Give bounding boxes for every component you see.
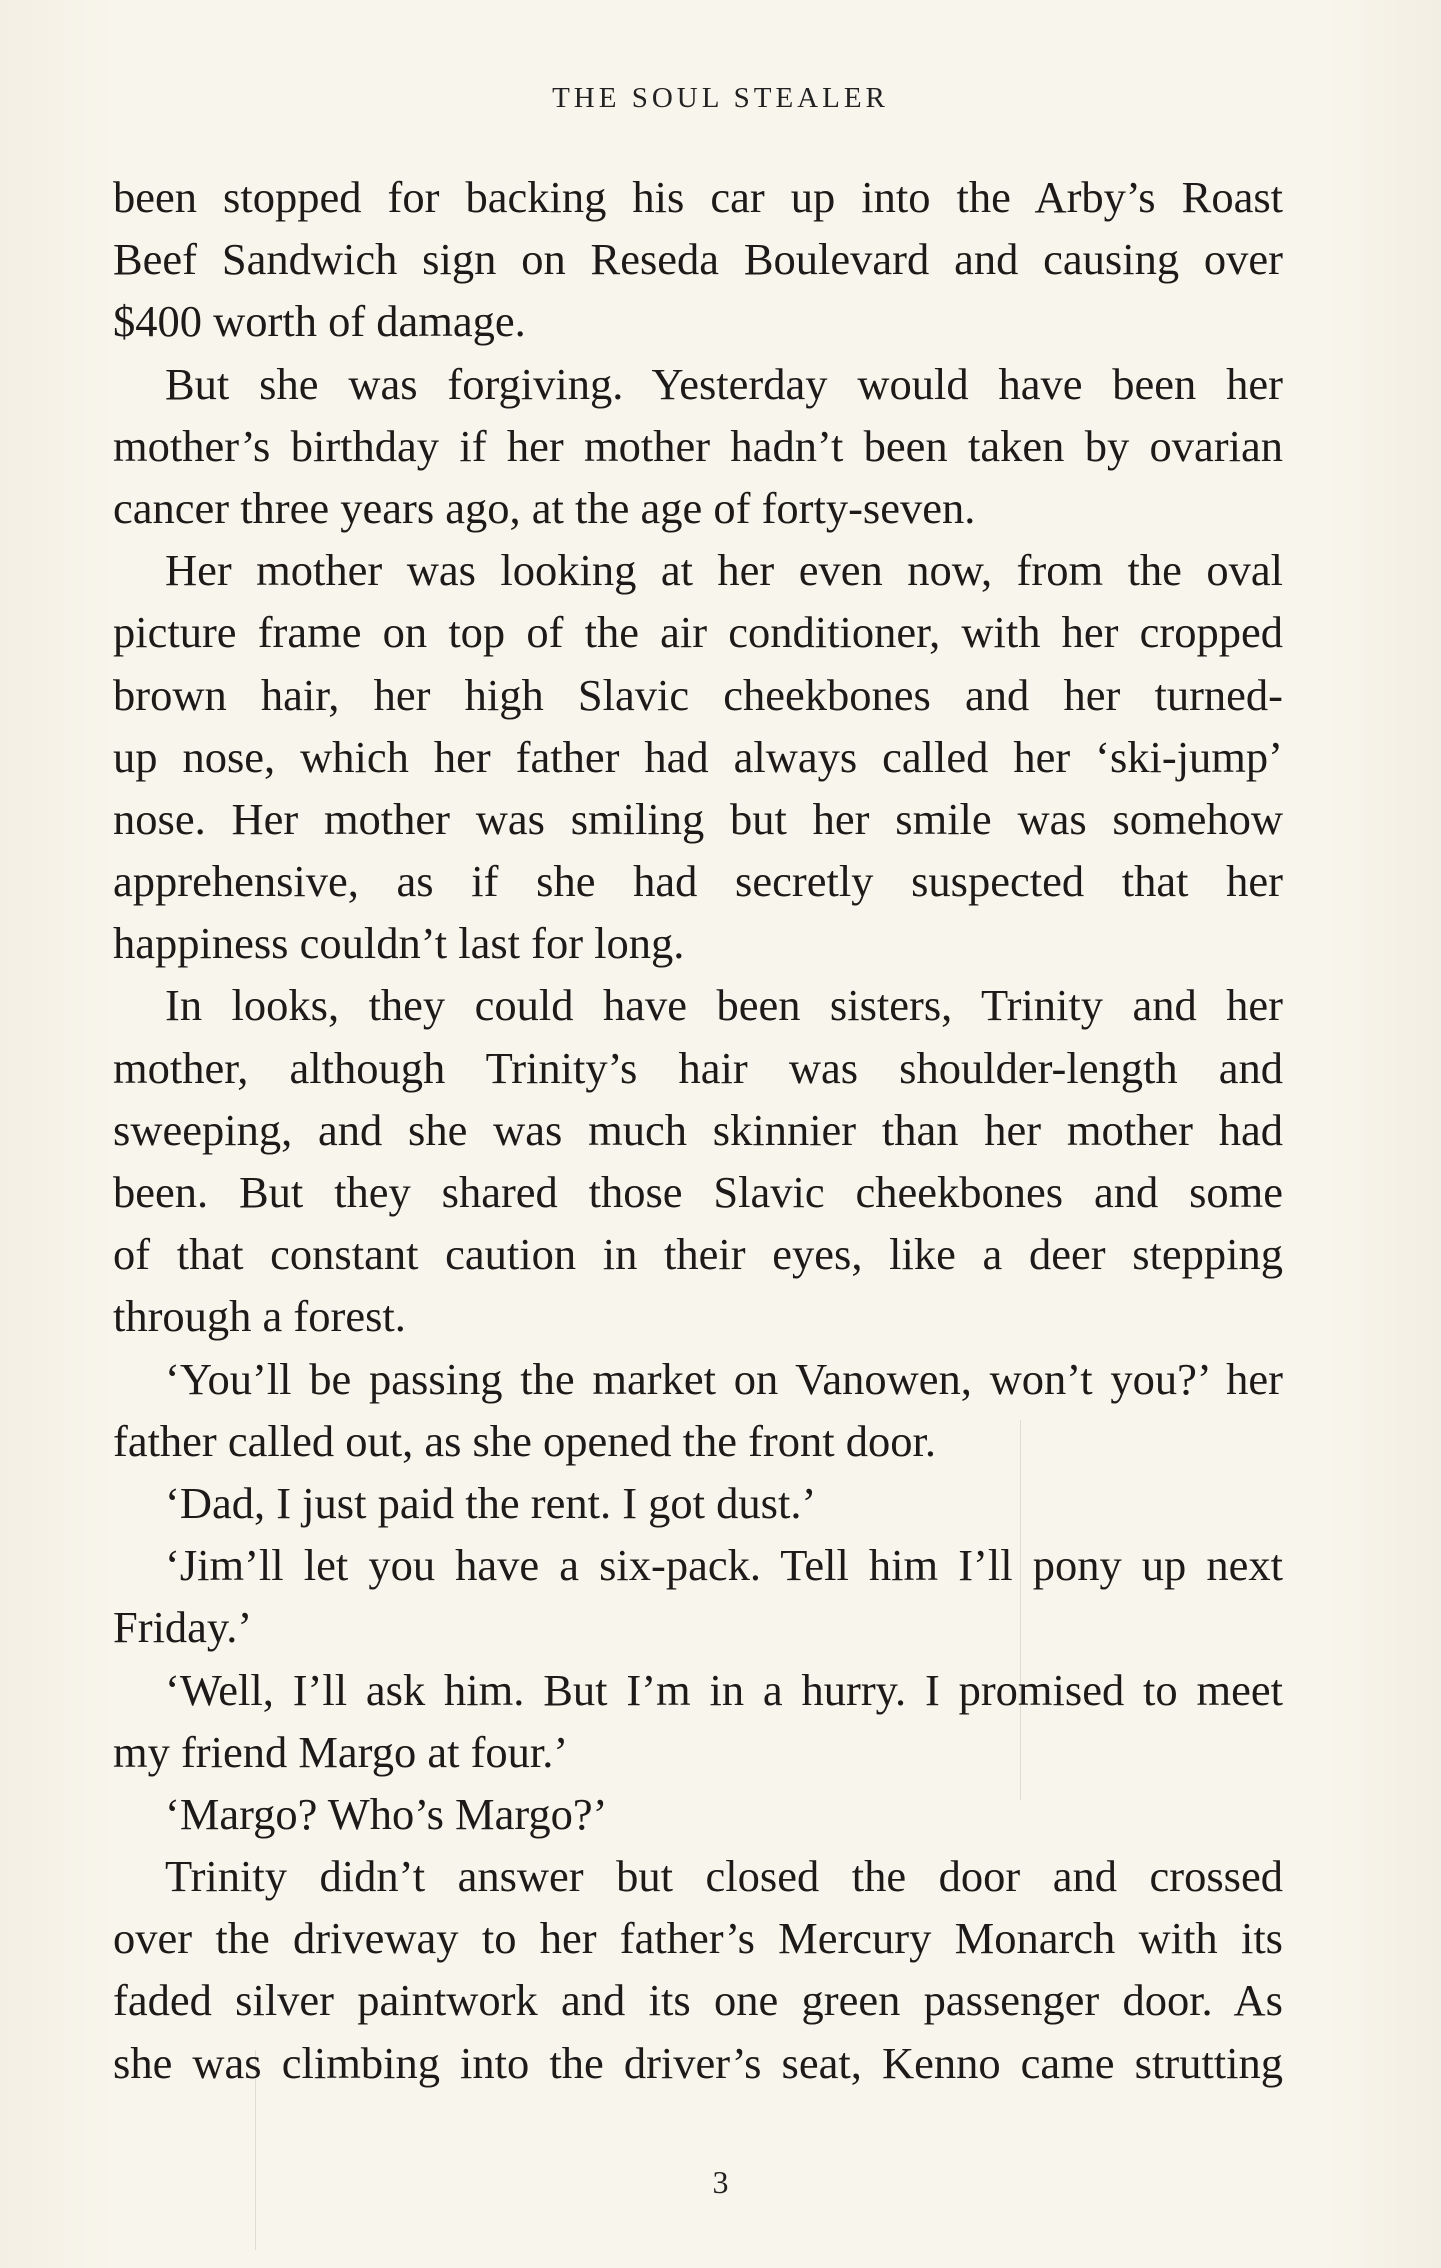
running-title: THE SOUL STEALER (552, 82, 889, 114)
paragraph-first-line: In looks, they could have been sisters, Trinity and her (165, 980, 1283, 1031)
text-line: sweeping, and she was much skinnier than her mother had (113, 1104, 1283, 1155)
text-line: of that constant caution in their eyes, like a deer stepping (113, 1229, 1283, 1280)
paragraph-first-line: ‘Dad, I just paid the rent. I got dust.’ (165, 1477, 817, 1528)
page-number: 3 (712, 2164, 729, 2200)
body-text (113, 166, 1283, 2094)
text-line: nose. Her mother was smiling but her smile was somehow (113, 793, 1283, 844)
paragraph-first-line: ‘Jim’ll let you have a six-pack. Tell him I’ll pony up next (165, 1540, 1283, 1591)
text-line: faded silver paintwork and its one green passenger door. As (113, 1975, 1283, 2026)
text-line: over the driveway to her father’s Mercury Monarch with its (113, 1913, 1283, 1964)
text-line: $400 worth of damage. (113, 296, 526, 347)
text-line: up nose, which her father had always called her ‘ski-jump’ (113, 731, 1283, 782)
text-line: brown hair, her high Slavic cheekbones and her turned- (113, 669, 1283, 720)
text-line: mother, although Trinity’s hair was shoulder-length and (113, 1042, 1283, 1093)
text-line: Friday.’ (113, 1602, 253, 1653)
text-line: through a forest. (113, 1291, 406, 1342)
text-line: father called out, as she opened the front door. (113, 1415, 936, 1466)
text-line: cancer three years ago, at the age of forty-seven. (113, 482, 976, 533)
text-line: my friend Margo at four.’ (113, 1726, 569, 1777)
paragraph-first-line: ‘Well, I’ll ask him. But I’m in a hurry. I promised to meet (165, 1664, 1283, 1715)
text-line: apprehensive, as if she had secretly suspected that her (113, 856, 1283, 907)
text-line: happiness couldn’t last for long. (113, 918, 685, 969)
text-line: mother’s birthday if her mother hadn’t been taken by ovarian (113, 420, 1283, 471)
paragraph-first-line: ‘You’ll be passing the market on Vanowen, won’t you?’ her (165, 1353, 1283, 1404)
text-line: Beef Sandwich sign on Reseda Boulevard and causing over (113, 234, 1283, 285)
paragraph-first-line: Her mother was looking at her even now, from the oval (165, 545, 1283, 596)
text-line: been. But they shared those Slavic cheekbones and some (113, 1167, 1283, 1217)
paragraph-first-line: Trinity didn’t answer but closed the door and crossed (165, 1851, 1283, 1902)
text-line: picture frame on top of the air conditioner, with her cropped (113, 607, 1283, 658)
text-line: been stopped for backing his car up into the Arby’s Roast (113, 172, 1283, 222)
text-line: she was climbing into the driver’s seat, Kenno came strutting (113, 2037, 1283, 2088)
paragraph-first-line: But she was forgiving. Yesterday would have been her (165, 358, 1283, 409)
paragraph-first-line: ‘Margo? Who’s Margo?’ (165, 1788, 608, 1839)
